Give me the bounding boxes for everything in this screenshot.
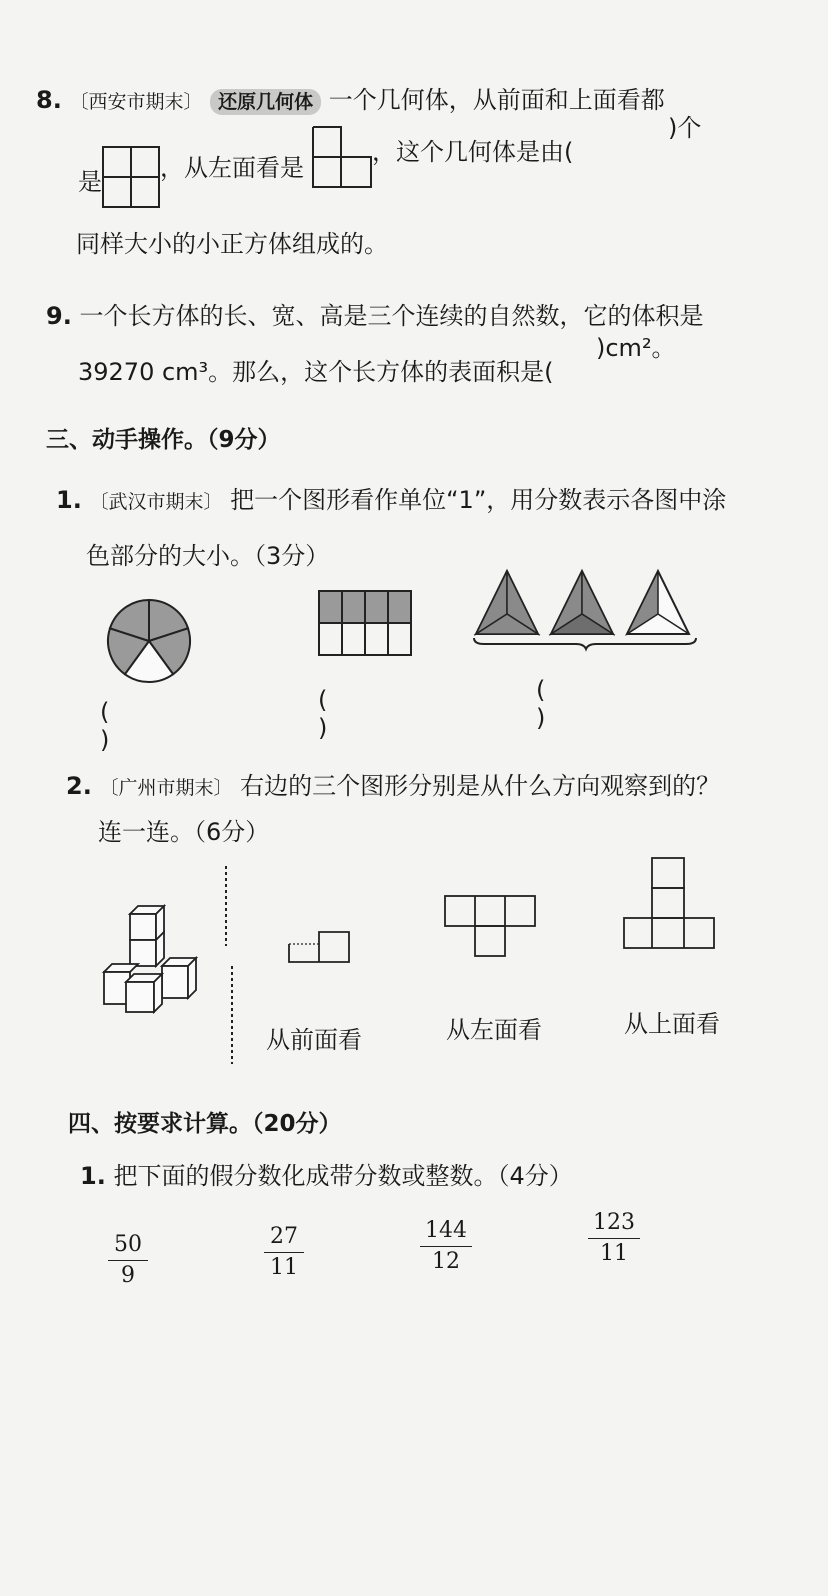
- q8-text-2a: 是: [78, 168, 102, 196]
- q8-text-2b: ，从左面看是: [160, 154, 304, 182]
- s4-q1-number: 1.: [80, 1162, 106, 1190]
- fraction-4-numerator: 123: [593, 1210, 635, 1235]
- s3-q1-text-1: 把一个图形看作单位“1”，用分数表示各图中涂: [230, 486, 727, 514]
- view-label-left: 从左面看: [446, 1016, 542, 1044]
- view-figure-1: [288, 930, 350, 964]
- q9-number: 9.: [46, 302, 72, 330]
- fraction-3-numerator: 144: [425, 1218, 467, 1243]
- answer-blank-triangles[interactable]: [536, 676, 646, 732]
- q8-text-1: 一个几何体，从前面和上面看都: [328, 86, 665, 114]
- triangles-group-figure: [472, 568, 698, 650]
- fraction-bar: [264, 1252, 304, 1253]
- q8-text-2c: ，这个几何体是由(: [372, 138, 574, 166]
- q8-text-3: 同样大小的小正方体组成的。: [76, 230, 388, 258]
- fraction-2-numerator: 27: [270, 1224, 298, 1249]
- fraction-4-denominator: 11: [600, 1241, 628, 1266]
- fraction-2: [264, 1224, 304, 1281]
- s3-q1-line1: [56, 484, 726, 518]
- q9-text-2b: )cm²。: [596, 334, 676, 362]
- blank-open-paren: (: [536, 676, 546, 704]
- view-label-front: 从前面看: [266, 1026, 362, 1054]
- blank-close-paren: ): [100, 726, 110, 754]
- q8-source-tag: 〔西安市期末〕: [69, 91, 203, 113]
- fraction-1-denominator: 9: [121, 1263, 135, 1288]
- answer-blank-circle[interactable]: [100, 698, 200, 754]
- q8-line1: [36, 84, 665, 118]
- view-figure-2: [444, 894, 536, 958]
- fraction-2-denominator: 11: [270, 1255, 298, 1280]
- section4-title: 四、按要求计算。（20分）: [68, 1111, 342, 1137]
- q8-left-view-figure: [312, 126, 372, 188]
- blank-close-paren: ): [536, 704, 546, 732]
- q9-text-2a: 39270 cm³。那么，这个长方体的表面积是(: [78, 358, 554, 386]
- answer-blank-grid[interactable]: [318, 686, 418, 742]
- q8-text-2d: )个: [668, 114, 702, 142]
- blank-close-paren: ): [318, 714, 328, 742]
- s3-q2-text-1: 右边的三个图形分别是从什么方向观察到的？: [240, 772, 721, 800]
- q9-text-1: 一个长方体的长、宽、高是三个连续的自然数，它的体积是: [79, 302, 704, 330]
- q8-number: 8.: [36, 86, 62, 114]
- s3-q1-source-tag: 〔武汉市期末〕: [89, 491, 223, 513]
- fraction-3: [420, 1218, 472, 1275]
- s4-q1-line1: [80, 1160, 573, 1192]
- fraction-3-denominator: 12: [432, 1249, 460, 1274]
- s3-q1-text-2: 色部分的大小。（3分）: [86, 542, 330, 570]
- s4-q1-text-1: 把下面的假分数化成带分数或整数。（4分）: [113, 1162, 573, 1190]
- s3-q1-number: 1.: [56, 486, 82, 514]
- shaded-grid-figure: [318, 590, 412, 656]
- view-figure-3: [622, 856, 716, 950]
- dashed-divider: [222, 866, 236, 1064]
- q9-line1: [46, 300, 703, 332]
- shaded-circle-figure: [106, 598, 192, 684]
- fraction-4: [588, 1210, 640, 1267]
- fraction-1-numerator: 50: [114, 1232, 142, 1257]
- s3-q2-text-2: 连一连。（6分）: [98, 818, 270, 846]
- fraction-bar: [108, 1260, 148, 1261]
- blank-open-paren: (: [100, 698, 110, 726]
- s3-q2-line1: [66, 770, 720, 804]
- view-label-top: 从上面看: [624, 1010, 720, 1038]
- s3-q2-number: 2.: [66, 772, 92, 800]
- blank-open-paren: (: [318, 686, 328, 714]
- section3-title: 三、动手操作。（9分）: [46, 427, 281, 453]
- s3-q2-source-tag: 〔广州市期末〕: [99, 777, 233, 799]
- fraction-1: [108, 1232, 148, 1289]
- q8-front-top-view-figure: [102, 146, 160, 208]
- cube-stack-figure: [100, 902, 202, 1014]
- q8-topic-chip: 还原几何体: [210, 89, 321, 115]
- fraction-bar: [420, 1246, 472, 1247]
- fraction-bar: [588, 1238, 640, 1239]
